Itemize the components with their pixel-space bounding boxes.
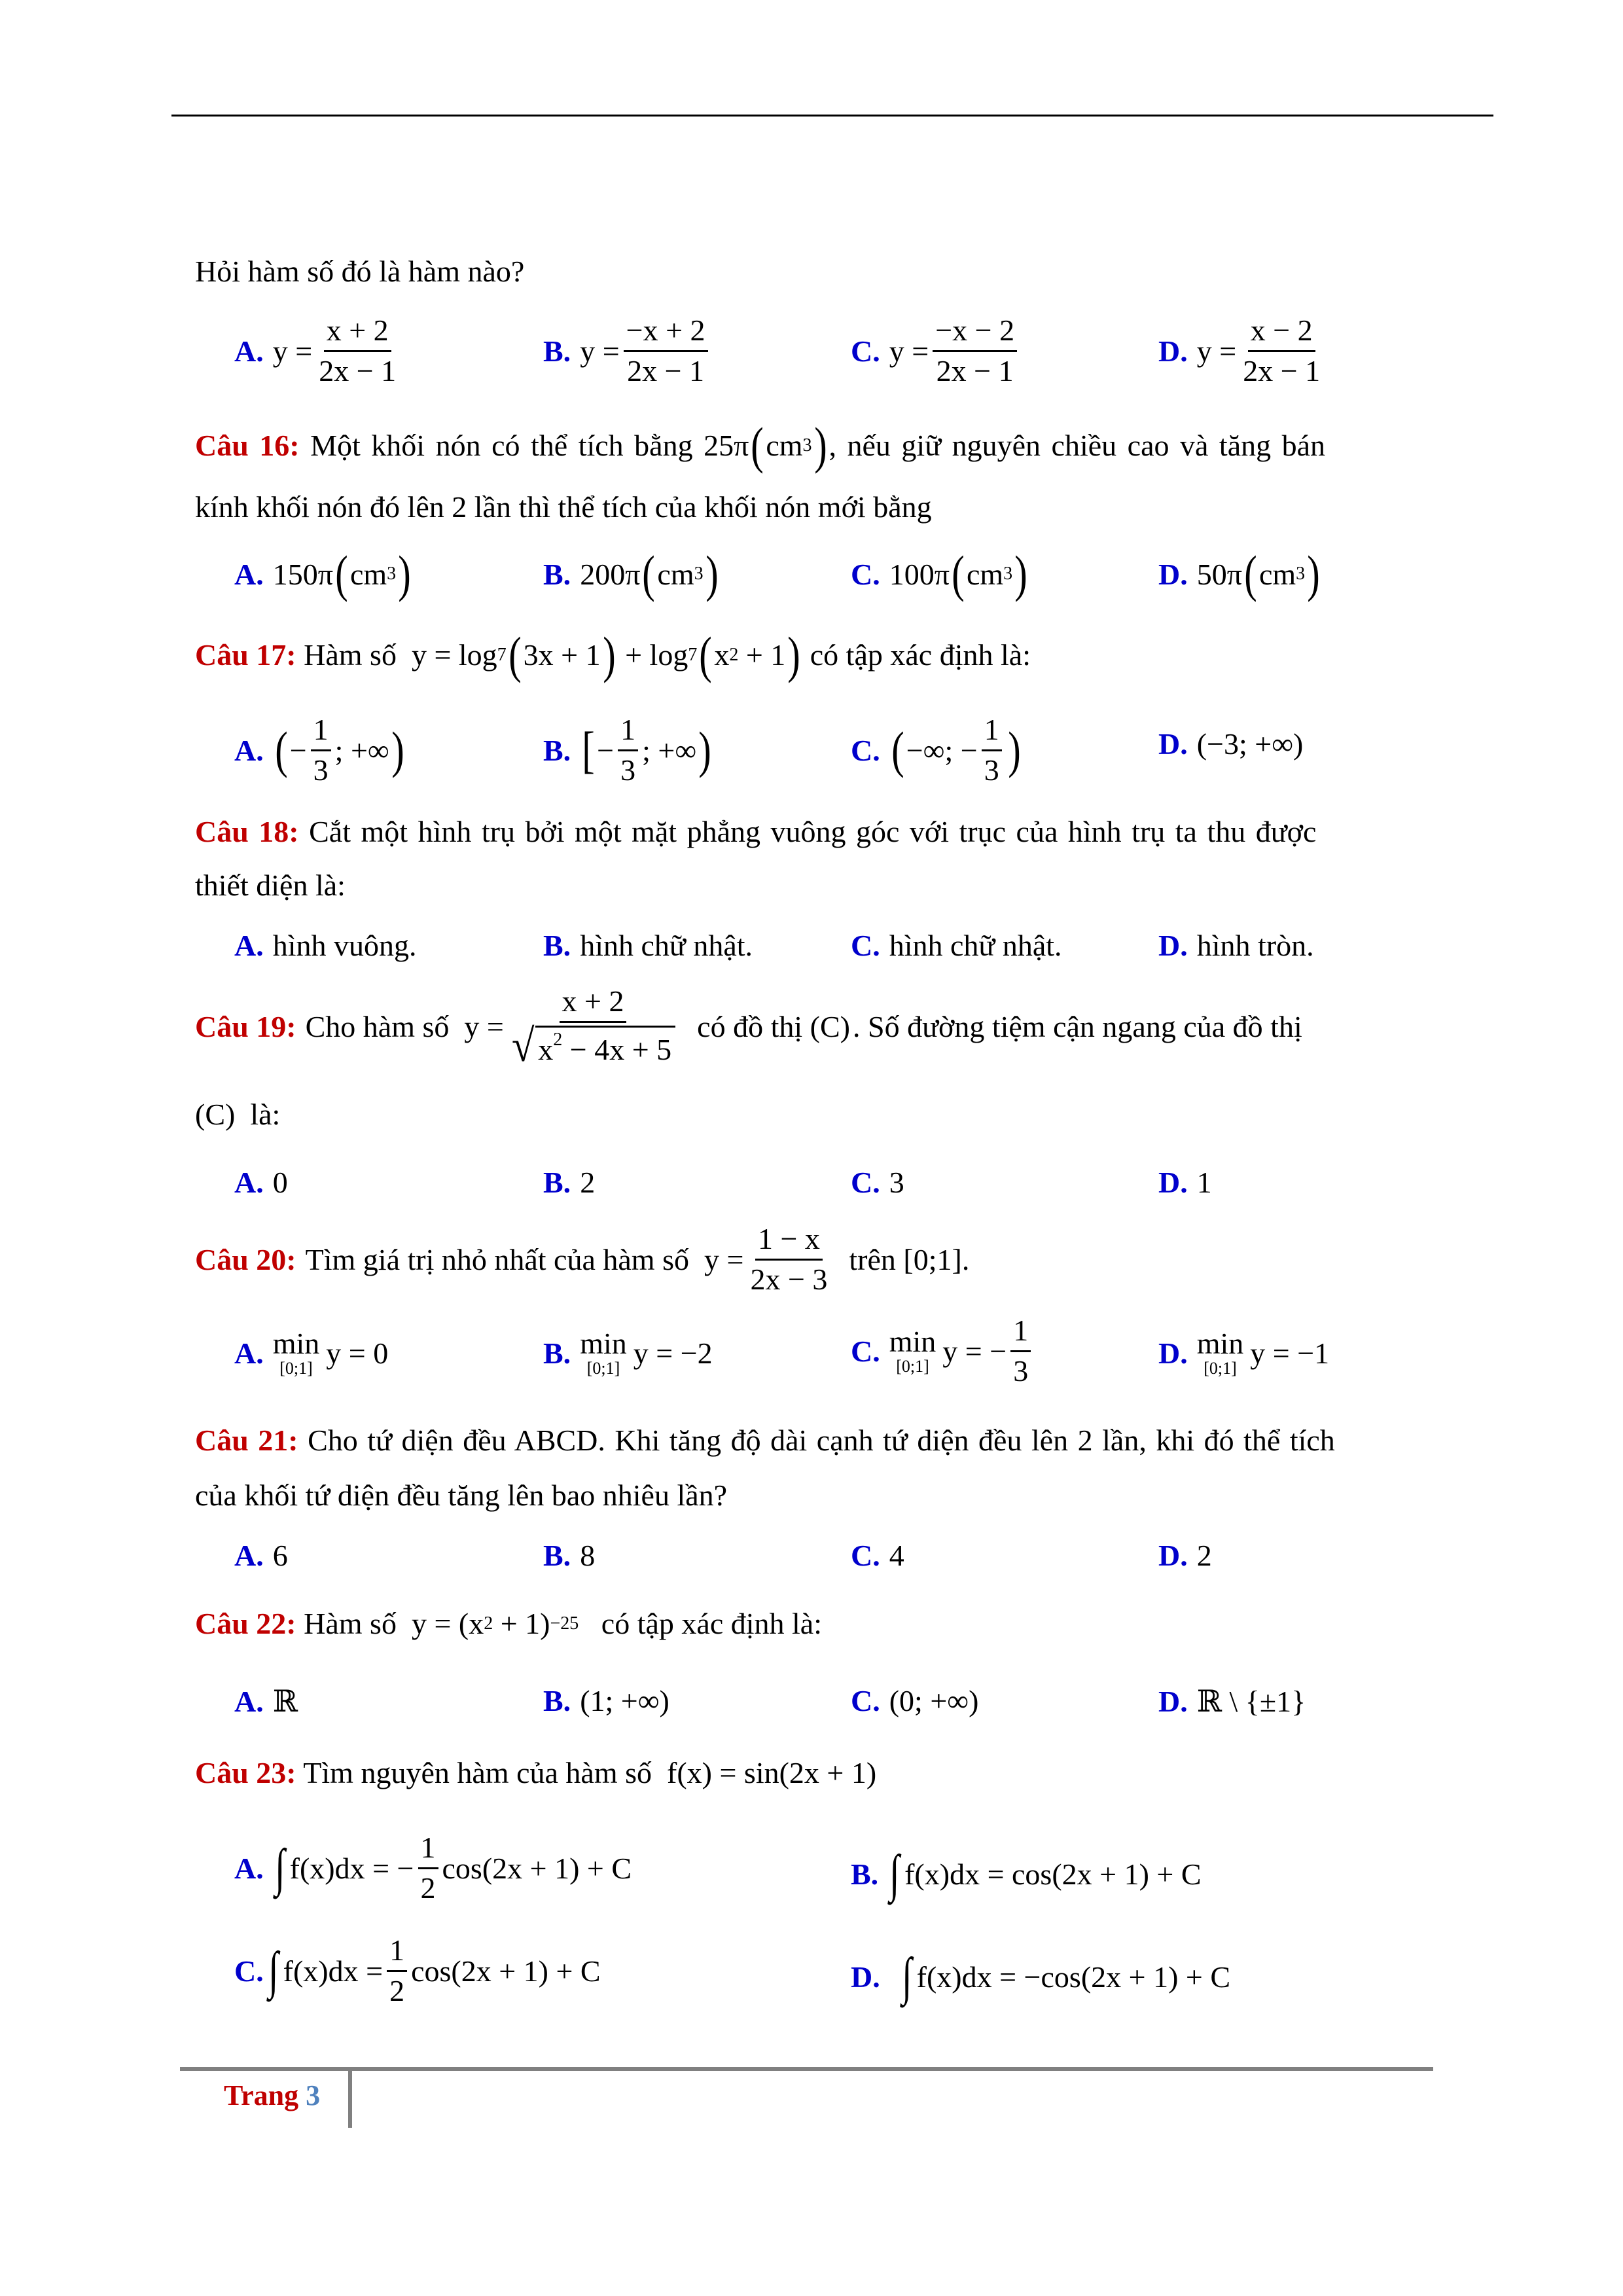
q18-stem-line2: thiết diện là: bbox=[195, 869, 346, 902]
option-math: min [0;1] y = − $\frac{1}{3}$ bbox=[889, 1314, 1035, 1388]
q21-option-c[interactable] bbox=[851, 1538, 904, 1573]
q16-stem-line1: Câu 16: Một khối nón có thể tích bằng 25π ( cm 3 ) , nếu giữ nguyên chiều cao và tăng bán bbox=[195, 417, 1326, 474]
page-number: Trang 3 bbox=[224, 2079, 321, 2111]
option-label: B. bbox=[543, 557, 571, 591]
question-label: Câu 23: bbox=[195, 1756, 296, 1789]
option-math: y = $\frac{-x + 2}{2x - 1}$ bbox=[580, 314, 711, 387]
option-label: C. bbox=[851, 1539, 880, 1572]
option-label: B. bbox=[543, 1336, 571, 1370]
q15-option-c[interactable] bbox=[851, 314, 1021, 387]
option-label: B. bbox=[543, 1684, 571, 1717]
option-text: hình vuông. bbox=[272, 929, 417, 962]
option-math: ∫ f(x)dx = cos(2x + 1) + C bbox=[889, 1845, 1202, 1903]
q18-option-c[interactable] bbox=[851, 928, 1062, 963]
option-label: D. bbox=[1158, 557, 1188, 591]
option-text: 6 bbox=[272, 1539, 288, 1572]
q16-option-a[interactable] bbox=[234, 545, 413, 602]
option-label: D. bbox=[1158, 929, 1188, 962]
option-math: 50π ( cm 3 ) bbox=[1196, 545, 1320, 602]
option-label: A. bbox=[234, 557, 264, 591]
option-label: B. bbox=[543, 1166, 571, 1199]
option-math: y = $\frac{-x - 2}{2x - 1}$ bbox=[889, 314, 1021, 387]
option-label: C. bbox=[851, 334, 880, 368]
q16-option-b[interactable] bbox=[543, 545, 721, 602]
option-math: min [0;1] y = −2 bbox=[580, 1327, 713, 1378]
q22-option-b[interactable] bbox=[543, 1683, 669, 1718]
q23-option-b[interactable] bbox=[851, 1844, 1202, 1904]
q19-option-c[interactable] bbox=[851, 1165, 904, 1200]
option-math: ∫ f(x)dx = − $\frac{1}{2}$ cos(2x + 1) + C bbox=[275, 1831, 632, 1905]
q22-option-a[interactable] bbox=[234, 1683, 298, 1719]
q20-option-b[interactable] bbox=[543, 1329, 713, 1377]
footer-rule bbox=[180, 2067, 1433, 2071]
header-rule bbox=[171, 115, 1493, 117]
q18-option-b[interactable] bbox=[543, 928, 753, 963]
option-label: A. bbox=[234, 1539, 264, 1572]
q19-option-d[interactable] bbox=[1158, 1165, 1212, 1200]
question-label: Câu 22: bbox=[195, 1607, 296, 1640]
q17-stem: Câu 17: Hàm số y = log 7 ( 3x + 1 ) + log 7 ( x 2 + 1 ) có tập xác định là: bbox=[195, 626, 1031, 683]
option-text: 2 bbox=[580, 1166, 596, 1199]
q18-stem-line1: Câu 18: Cắt một hình trụ bởi một mặt phẳng vuông góc với trục của hình trụ ta thu được bbox=[195, 815, 1317, 848]
option-math: ( − $\frac{1}{3}$ ; +∞ ) bbox=[274, 713, 404, 787]
q16-stem-line2: kính khối nón đó lên 2 lần thì thể tích của khối nón mới bằng bbox=[195, 490, 932, 524]
option-text: 8 bbox=[580, 1539, 596, 1572]
option-math: (0; +∞) bbox=[889, 1684, 979, 1717]
q19-stem-line1: Câu 19: Cho hàm số y = x + 2 √ $x^2 - 4x + 5$ có đồ thị (C) . Số đường tiệm cận ngang của đồ thị bbox=[195, 984, 1302, 1071]
option-math: ∫ f(x)dx = −cos(2x + 1) + C bbox=[902, 1948, 1231, 2005]
option-text: 1 bbox=[1196, 1166, 1212, 1199]
option-label: A. bbox=[234, 334, 264, 368]
q17-option-d[interactable] bbox=[1158, 726, 1303, 761]
option-label: B. bbox=[851, 1857, 879, 1891]
q17-option-a[interactable] bbox=[234, 713, 406, 787]
option-math: ( −∞; − $\frac{1}{3}$ ) bbox=[891, 713, 1021, 787]
footer-divider bbox=[348, 2070, 352, 2128]
option-text: 4 bbox=[889, 1539, 904, 1572]
q22-option-d[interactable] bbox=[1158, 1683, 1306, 1719]
option-text: hình chữ nhật. bbox=[889, 929, 1062, 962]
q21-option-b[interactable] bbox=[543, 1538, 595, 1573]
q21-option-d[interactable] bbox=[1158, 1538, 1212, 1573]
question-label: Câu 18: bbox=[195, 815, 299, 848]
option-math: min [0;1] y = −1 bbox=[1196, 1327, 1330, 1378]
option-label: B. bbox=[543, 929, 571, 962]
option-math: y = $\frac{x - 2}{2x - 1}$ bbox=[1196, 314, 1321, 387]
option-label: D. bbox=[1158, 1684, 1188, 1718]
q18-option-a[interactable] bbox=[234, 928, 417, 963]
q22-option-c[interactable] bbox=[851, 1683, 978, 1718]
q16-option-d[interactable] bbox=[1158, 545, 1322, 602]
q21-option-a[interactable] bbox=[234, 1538, 288, 1573]
option-label: C. bbox=[234, 1954, 264, 1988]
option-label: B. bbox=[543, 733, 571, 767]
q19-stem-line2: (C) là: bbox=[195, 1098, 281, 1131]
option-label: C. bbox=[851, 1684, 880, 1717]
question-label: Câu 19: bbox=[195, 1009, 296, 1043]
option-math: y = $\frac{x + 2}{2x - 1}$ bbox=[272, 314, 397, 387]
option-label: D. bbox=[1158, 727, 1188, 761]
q18-option-d[interactable] bbox=[1158, 928, 1314, 963]
option-label: C. bbox=[851, 557, 880, 591]
option-label: C. bbox=[851, 733, 880, 767]
option-text: 3 bbox=[889, 1166, 904, 1199]
question-label: Câu 20: bbox=[195, 1242, 296, 1276]
option-math: (1; +∞) bbox=[580, 1684, 669, 1717]
q21-stem-line2: của khối tứ diện đều tăng lên bao nhiêu lần? bbox=[195, 1479, 728, 1512]
q19-option-b[interactable] bbox=[543, 1165, 595, 1200]
option-label: D. bbox=[1158, 1336, 1188, 1370]
option-label: D. bbox=[1158, 1539, 1188, 1572]
question-label: Câu 21: bbox=[195, 1424, 298, 1457]
option-label: A. bbox=[234, 1684, 264, 1718]
option-label: C. bbox=[851, 1334, 880, 1368]
q20-option-d[interactable] bbox=[1158, 1329, 1329, 1377]
q23-option-c[interactable] bbox=[234, 1934, 601, 2007]
option-math: ℝ \ {±1} bbox=[1196, 1685, 1306, 1718]
option-label: A. bbox=[234, 733, 264, 767]
q19-option-a[interactable] bbox=[234, 1165, 288, 1200]
q15-option-b[interactable] bbox=[543, 314, 712, 387]
option-label: C. bbox=[851, 929, 880, 962]
q20-stem: Câu 20: Tìm giá trị nhỏ nhất của hàm số y = $\frac{1 - x}{2x - 3}$ trên [0;1] . bbox=[195, 1222, 970, 1296]
option-math: 150π ( cm 3 ) bbox=[272, 545, 411, 602]
q15-option-d[interactable] bbox=[1158, 314, 1327, 387]
question-label: Câu 16: bbox=[195, 429, 300, 462]
option-label: B. bbox=[543, 334, 571, 368]
option-math: ∫ f(x)dx = $\frac{1}{2}$ cos(2x + 1) + C bbox=[268, 1933, 601, 2007]
q20-option-c[interactable] bbox=[851, 1314, 1035, 1388]
q21-stem-line1: Câu 21: Cho tứ diện đều ABCD. Khi tăng độ dài cạnh tứ diện đều lên 2 lần, khi đó thể tích bbox=[195, 1424, 1335, 1457]
option-text: hình tròn. bbox=[1196, 929, 1314, 962]
q20-option-a[interactable] bbox=[234, 1329, 388, 1377]
option-label: A. bbox=[234, 929, 264, 962]
option-math: 200π ( cm 3 ) bbox=[580, 545, 719, 602]
option-text: hình chữ nhật. bbox=[580, 929, 753, 962]
option-math: min [0;1] y = 0 bbox=[272, 1327, 389, 1378]
option-math: (−3; +∞) bbox=[1196, 727, 1304, 761]
q22-stem: Câu 22: Hàm số y = (x 2 + 1) −25 có tập xác định là: bbox=[195, 1607, 822, 1640]
option-label: C. bbox=[851, 1166, 880, 1199]
q17-option-b[interactable] bbox=[543, 713, 713, 787]
option-math: 100π ( cm 3 ) bbox=[889, 545, 1027, 602]
option-text: 2 bbox=[1196, 1539, 1212, 1572]
option-label: A. bbox=[234, 1851, 264, 1885]
option-label: D. bbox=[1158, 334, 1188, 368]
q15-option-a[interactable] bbox=[234, 314, 402, 387]
option-label: A. bbox=[234, 1336, 264, 1370]
option-math: ℝ bbox=[272, 1685, 298, 1718]
q16-option-c[interactable] bbox=[851, 545, 1029, 602]
q17-option-c[interactable] bbox=[851, 713, 1023, 787]
q23-option-d[interactable] bbox=[851, 1947, 1230, 2007]
intro-question: Hỏi hàm số đó là hàm nào? bbox=[195, 255, 525, 288]
option-math: [ − $\frac{1}{3}$ ; +∞ ) bbox=[582, 713, 711, 787]
option-label: D. bbox=[1158, 1166, 1188, 1199]
option-label: D. bbox=[851, 1960, 880, 1994]
question-label: Câu 17: bbox=[195, 638, 296, 672]
option-label: B. bbox=[543, 1539, 571, 1572]
option-label: A. bbox=[234, 1166, 264, 1199]
q23-stem: Câu 23: Tìm nguyên hàm của hàm số f(x) = sin(2x + 1) bbox=[195, 1756, 877, 1789]
option-text: 0 bbox=[272, 1166, 288, 1199]
q23-option-a[interactable] bbox=[234, 1831, 632, 1905]
